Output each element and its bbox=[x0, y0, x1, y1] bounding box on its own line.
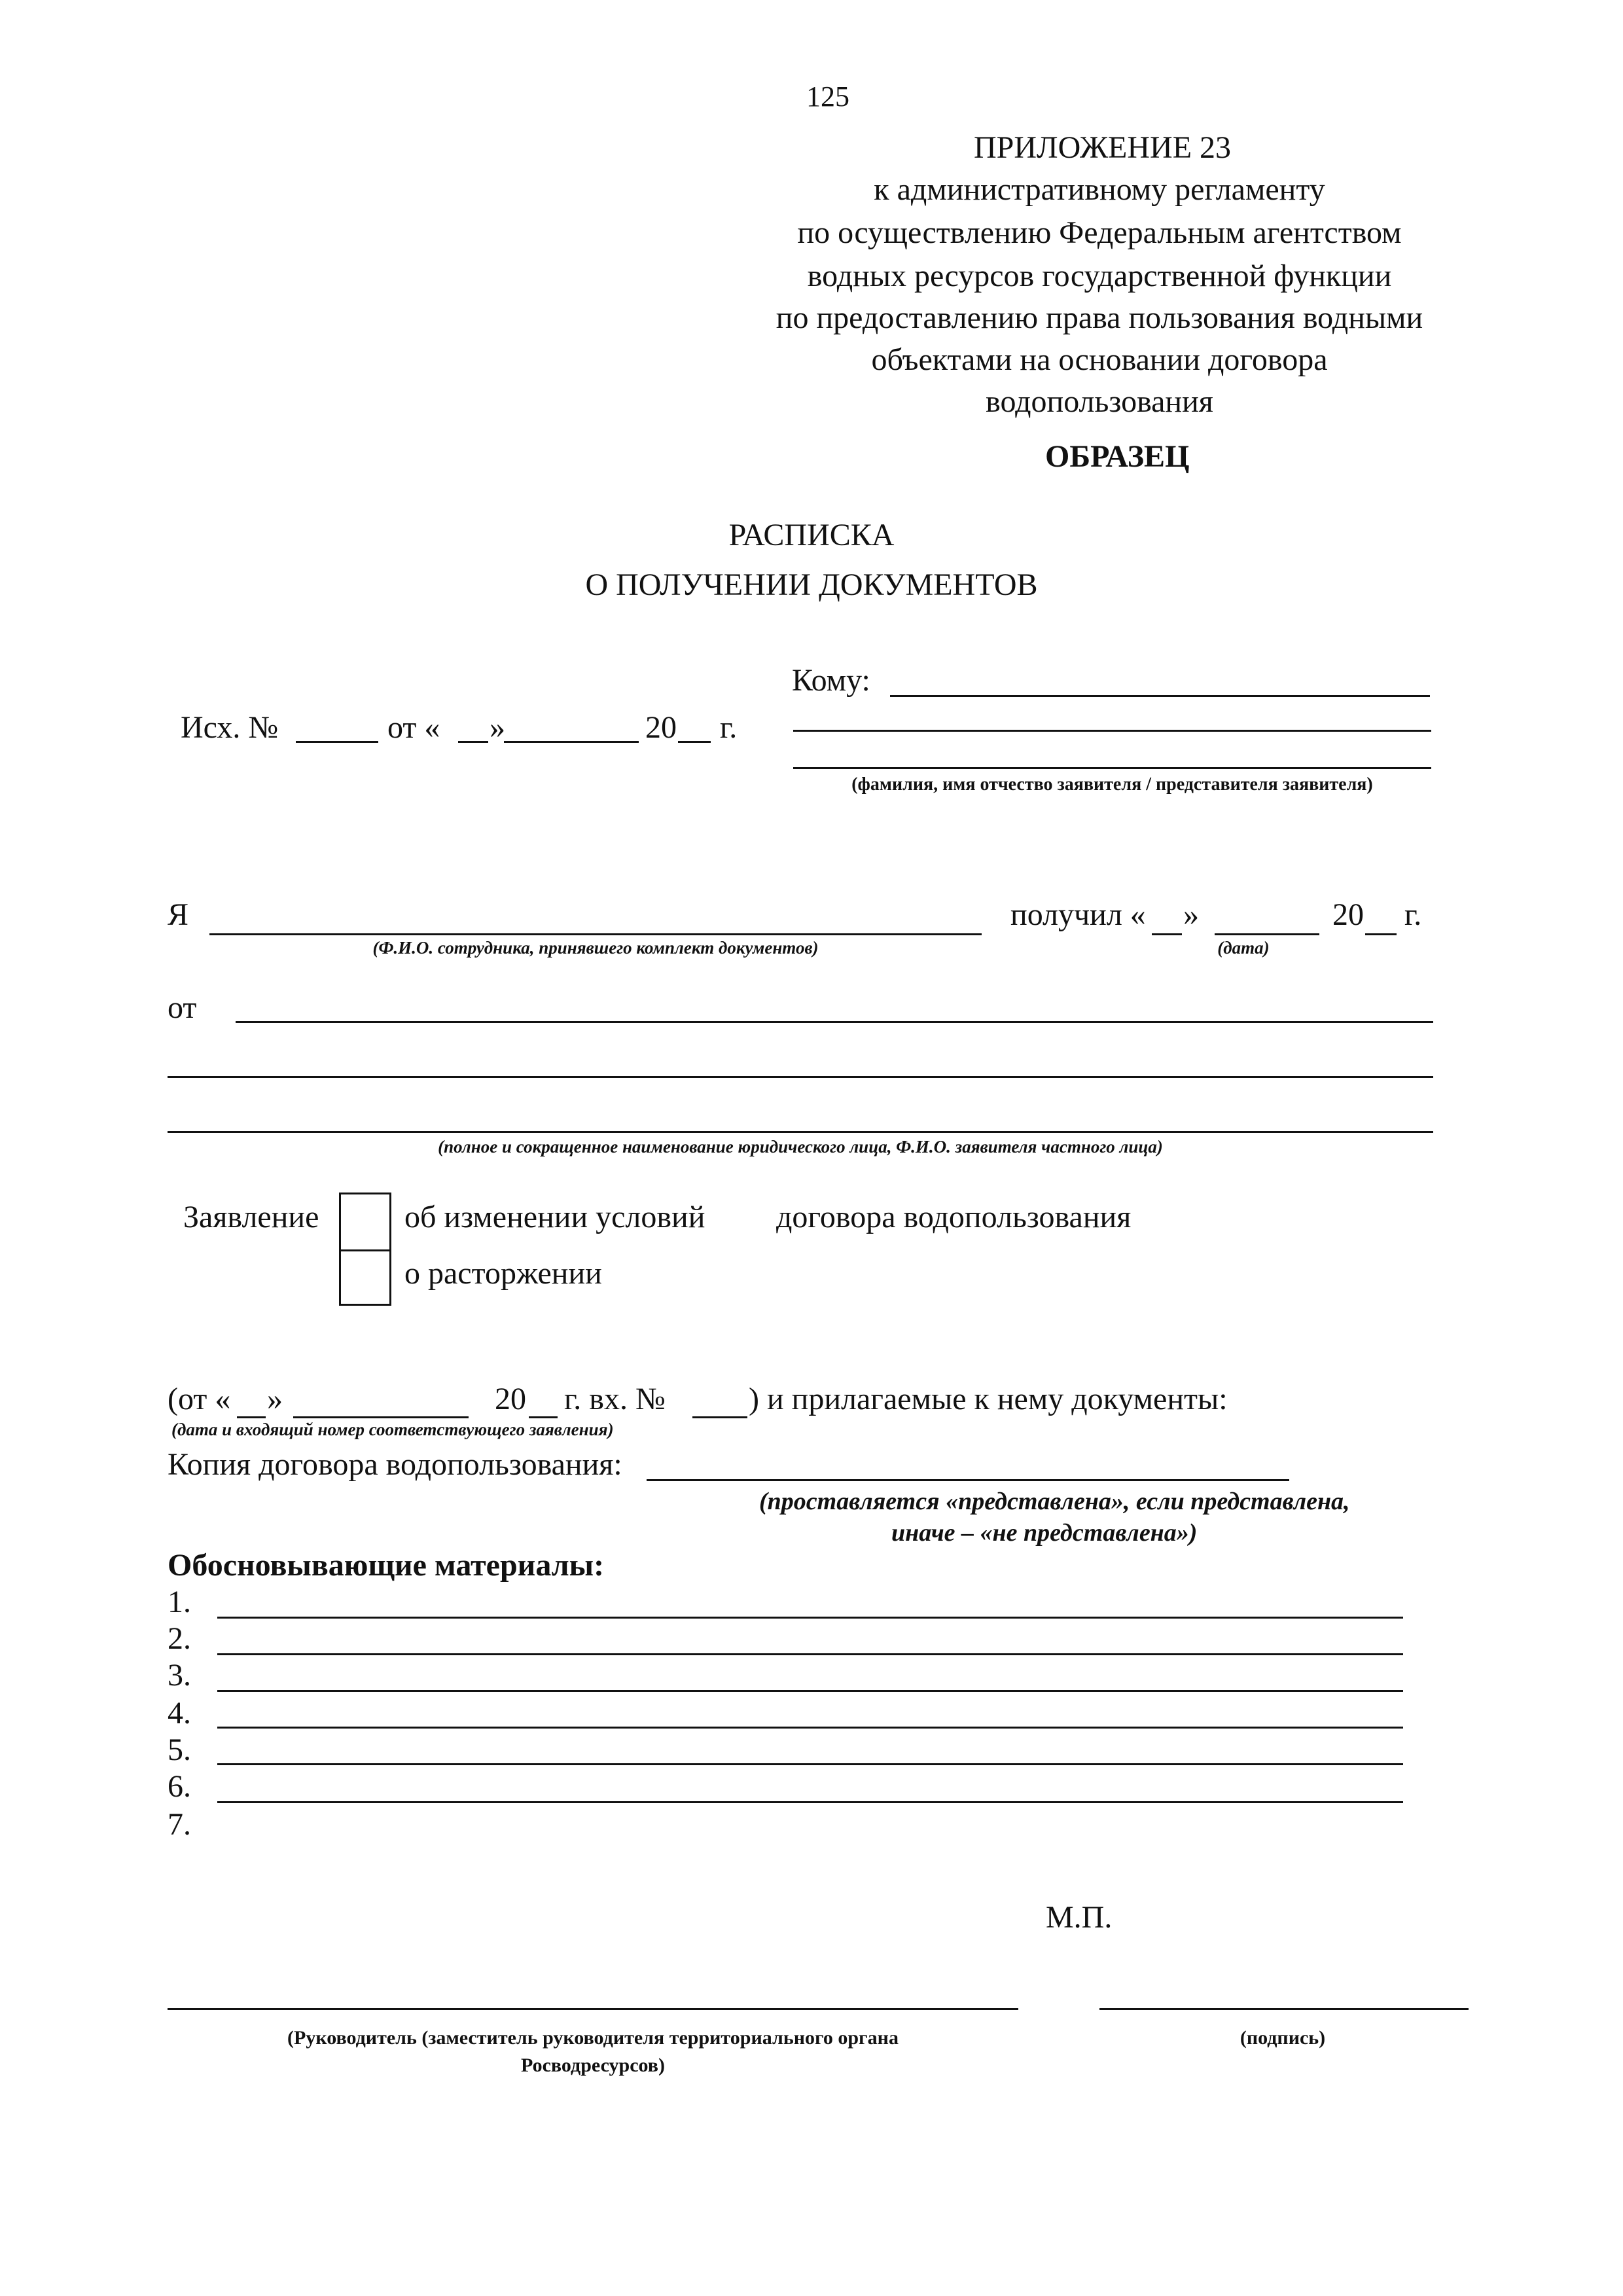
date-caption: (дата) bbox=[1217, 938, 1270, 958]
header-line: по предоставлению права пользования водными bbox=[776, 300, 1423, 335]
quote-close: » bbox=[1183, 897, 1199, 932]
head-caption-2: Росводресурсов) bbox=[521, 2054, 665, 2076]
employee-caption: (Ф.И.О. сотрудника, принявшего комплект документов) bbox=[372, 938, 819, 958]
year-prefix: 20 bbox=[495, 1382, 526, 1416]
attachments-open: (от « bbox=[168, 1382, 231, 1416]
attachments-caption: (дата и входящий номер соответствующего заявления) bbox=[171, 1420, 614, 1439]
header-line: водных ресурсов государственной функции bbox=[807, 259, 1392, 293]
outgoing-number-label: Исх. № bbox=[181, 710, 279, 745]
stamp-label: М.П. bbox=[1046, 1900, 1113, 1935]
document-subtitle: О ПОЛУЧЕНИИ ДОКУМЕНТОВ bbox=[585, 567, 1038, 602]
applicant-caption: (полное и сокращенное наименование юридического лица, Ф.И.О. заявителя частного лица) bbox=[438, 1137, 1163, 1157]
outgoing-number-field[interactable] bbox=[296, 741, 378, 743]
year-prefix: 20 bbox=[645, 710, 677, 745]
employee-name-field[interactable] bbox=[209, 933, 982, 935]
material-field[interactable] bbox=[217, 1653, 1403, 1655]
incoming-number-field[interactable] bbox=[692, 1416, 747, 1418]
application-day-field[interactable] bbox=[237, 1416, 266, 1418]
header-line: по осуществлению Федеральным агентством bbox=[797, 215, 1402, 250]
material-number: 7. bbox=[168, 1807, 191, 1842]
to-label: Кому: bbox=[792, 663, 870, 698]
material-field[interactable] bbox=[217, 1727, 1403, 1729]
sample-label: ОБРАЗЕЦ bbox=[1045, 439, 1190, 474]
applicant-field-line-1[interactable] bbox=[236, 1021, 1433, 1023]
outgoing-month-field[interactable] bbox=[504, 741, 639, 743]
material-field[interactable] bbox=[217, 1617, 1403, 1619]
material-number: 1. bbox=[168, 1585, 191, 1619]
quote-close: » bbox=[267, 1382, 283, 1416]
header-line: водопользования bbox=[986, 384, 1213, 419]
i-label: Я bbox=[168, 897, 189, 932]
header-line: объектами на основании договора bbox=[871, 342, 1328, 377]
header-line: к административному регламенту bbox=[874, 172, 1325, 207]
material-number: 2. bbox=[168, 1621, 191, 1656]
contract-text: договора водопользования bbox=[776, 1200, 1132, 1234]
to-field-line[interactable] bbox=[890, 695, 1430, 697]
material-field[interactable] bbox=[217, 1690, 1403, 1692]
contract-copy-label: Копия договора водопользования: bbox=[168, 1447, 622, 1482]
contract-copy-field[interactable] bbox=[647, 1479, 1289, 1481]
year-suffix: г. bbox=[1404, 897, 1422, 932]
materials-heading: Обосновывающие материалы: bbox=[168, 1548, 605, 1583]
contract-copy-note-1: (проставляется «представлена», если представлена, bbox=[759, 1488, 1350, 1515]
material-number: 5. bbox=[168, 1732, 191, 1767]
received-month-field[interactable] bbox=[1215, 933, 1319, 935]
received-label: получил « bbox=[1010, 897, 1146, 932]
application-month-field[interactable] bbox=[293, 1416, 469, 1418]
material-field[interactable] bbox=[217, 1763, 1403, 1765]
head-caption-1: (Руководитель (заместитель руководителя территориального органа bbox=[287, 2027, 899, 2049]
document-title: РАСПИСКА bbox=[728, 518, 895, 552]
applicant-field-line-2[interactable] bbox=[168, 1076, 1433, 1078]
appendix-number: ПРИЛОЖЕНИЕ 23 bbox=[974, 130, 1232, 165]
change-checkbox[interactable] bbox=[339, 1193, 391, 1251]
material-field[interactable] bbox=[217, 1801, 1403, 1803]
material-number: 4. bbox=[168, 1696, 191, 1731]
year-suffix: г. bbox=[720, 710, 738, 745]
outgoing-year-field[interactable] bbox=[678, 741, 711, 743]
quote-close: » bbox=[490, 710, 505, 745]
addressee-name-line-2[interactable] bbox=[793, 767, 1431, 769]
head-name-field[interactable] bbox=[168, 2008, 1018, 2010]
addressee-caption: (фамилия, имя отчество заявителя / представителя заявителя) bbox=[851, 774, 1373, 795]
addressee-name-line-1[interactable] bbox=[793, 730, 1431, 732]
outgoing-day-field[interactable] bbox=[458, 741, 488, 743]
application-label: Заявление bbox=[183, 1200, 319, 1234]
received-day-field[interactable] bbox=[1152, 933, 1182, 935]
signature-caption: (подпись) bbox=[1240, 2027, 1326, 2049]
option-terminate: о расторжении bbox=[404, 1256, 602, 1291]
outgoing-date-from: от « bbox=[387, 710, 440, 745]
applicant-field-line-3[interactable] bbox=[168, 1131, 1433, 1133]
from-label: от bbox=[168, 990, 197, 1025]
year-prefix: 20 bbox=[1332, 897, 1364, 932]
option-change: об изменении условий bbox=[404, 1200, 705, 1234]
signature-field[interactable] bbox=[1099, 2008, 1469, 2010]
material-number: 6. bbox=[168, 1769, 191, 1804]
material-number: 3. bbox=[168, 1658, 191, 1693]
received-year-field[interactable] bbox=[1365, 933, 1397, 935]
page-number: 125 bbox=[806, 81, 849, 113]
terminate-checkbox[interactable] bbox=[339, 1249, 391, 1306]
attachments-tail: ) и прилагаемые к нему документы: bbox=[749, 1382, 1228, 1416]
application-year-field[interactable] bbox=[529, 1416, 558, 1418]
contract-copy-note-2: иначе – «не представлена») bbox=[891, 1519, 1198, 1547]
incoming-number-label: г. вх. № bbox=[564, 1382, 666, 1416]
